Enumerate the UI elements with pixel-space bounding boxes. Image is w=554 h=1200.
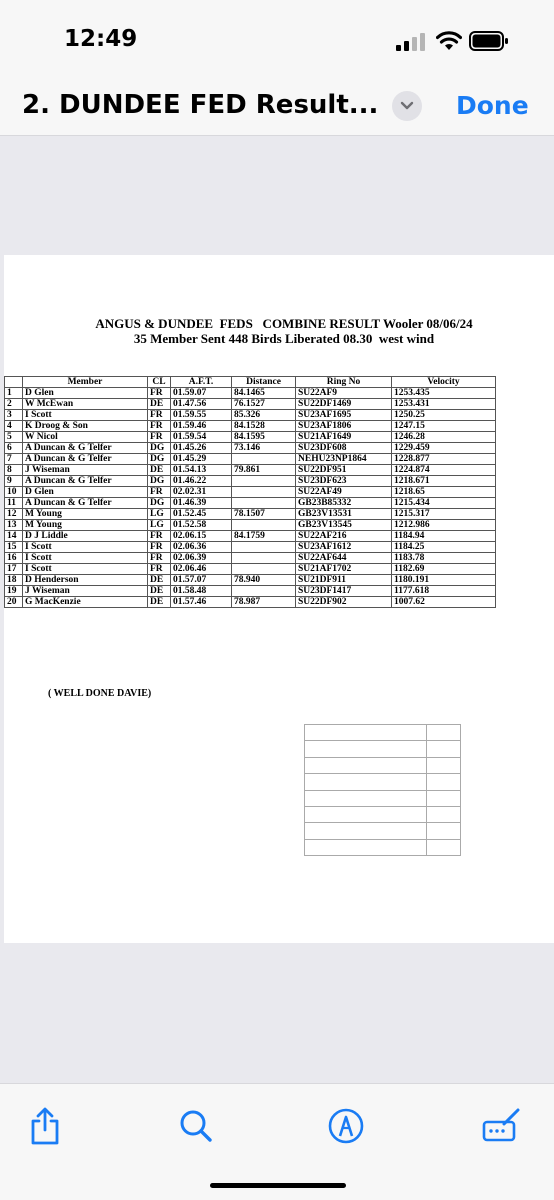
cell-member: M Young [23, 520, 148, 531]
cell-distance: 78.940 [232, 575, 296, 586]
cell-member: D Henderson [23, 575, 148, 586]
cell-cl: FR [148, 421, 171, 432]
cell-ring-no: SU22AF644 [296, 553, 392, 564]
cell-position: 20 [5, 597, 23, 608]
cell-cl: DE [148, 586, 171, 597]
cell-aft: 01.54.13 [171, 465, 232, 476]
cell-aft: 02.02.31 [171, 487, 232, 498]
cell-cl: DE [148, 575, 171, 586]
blank-grid-cell [305, 757, 427, 773]
blank-grid-row [305, 839, 461, 855]
blank-grid-cell [305, 790, 427, 806]
cell-distance: 85.326 [232, 410, 296, 421]
table-row [5, 410, 496, 421]
cell-velocity: 1228.877 [392, 454, 496, 465]
cell-aft: 01.59.54 [171, 432, 232, 443]
results-table [4, 376, 496, 608]
cell-member: D Glen [23, 388, 148, 399]
table-row [5, 498, 496, 509]
blank-grid-cell [305, 839, 427, 855]
results-body [5, 388, 496, 608]
table-row [5, 586, 496, 597]
navigation-bar [0, 80, 554, 136]
cell-aft: 01.57.07 [171, 575, 232, 586]
cell-member: A Duncan & G Telfer [23, 454, 148, 465]
table-row [5, 509, 496, 520]
table-row [5, 476, 496, 487]
cell-member: I Scott [23, 410, 148, 421]
cell-velocity: 1212.986 [392, 520, 496, 531]
cell-distance [232, 498, 296, 509]
cell-ring-no: GB23B85332 [296, 498, 392, 509]
cell-ring-no: SU23DF623 [296, 476, 392, 487]
cell-velocity: 1224.874 [392, 465, 496, 476]
cell-velocity: 1229.459 [392, 443, 496, 454]
header-distance: Distance [232, 377, 296, 388]
cell-velocity: 1007.62 [392, 597, 496, 608]
header-position [5, 377, 23, 388]
cell-velocity: 1215.434 [392, 498, 496, 509]
cell-cl: FR [148, 432, 171, 443]
cell-ring-no: SU23DF1417 [296, 586, 392, 597]
cell-member: A Duncan & G Telfer [23, 498, 148, 509]
cell-cl: LG [148, 520, 171, 531]
cell-position: 9 [5, 476, 23, 487]
table-row [5, 421, 496, 432]
cell-position: 4 [5, 421, 23, 432]
header-velocity: Velocity [392, 377, 496, 388]
cell-distance: 84.1465 [232, 388, 296, 399]
cell-member: W Nicol [23, 432, 148, 443]
blank-grid-cell [427, 806, 461, 822]
blank-grid-row [305, 774, 461, 790]
cell-velocity: 1247.15 [392, 421, 496, 432]
table-row [5, 520, 496, 531]
cell-velocity: 1180.191 [392, 575, 496, 586]
result-title: ANGUS & DUNDEE FEDS COMBINE RESULT Wooler 08/06/24 [95, 316, 473, 331]
cell-member: I Scott [23, 564, 148, 575]
cell-aft: 01.59.07 [171, 388, 232, 399]
cell-distance: 84.1759 [232, 531, 296, 542]
wifi-icon [436, 30, 462, 52]
cell-distance [232, 564, 296, 575]
cell-aft: 01.47.56 [171, 399, 232, 410]
table-row [5, 575, 496, 586]
cell-position: 15 [5, 542, 23, 553]
cell-distance: 79.861 [232, 465, 296, 476]
cell-aft: 02.06.46 [171, 564, 232, 575]
cell-member: K Droog & Son [23, 421, 148, 432]
table-row [5, 597, 496, 608]
cell-ring-no: NEHU23NP1864 [296, 454, 392, 465]
cell-member: W McEwan [23, 399, 148, 410]
cell-velocity: 1184.94 [392, 531, 496, 542]
cell-aft: 01.45.26 [171, 443, 232, 454]
document-viewer[interactable] [0, 137, 554, 1083]
markup-icon[interactable] [326, 1106, 366, 1146]
cell-aft: 02.06.15 [171, 531, 232, 542]
table-row [5, 454, 496, 465]
cell-position: 2 [5, 399, 23, 410]
cell-aft: 01.59.46 [171, 421, 232, 432]
cell-ring-no: SU21AF1702 [296, 564, 392, 575]
cell-position: 6 [5, 443, 23, 454]
cell-velocity: 1253.431 [392, 399, 496, 410]
cell-member: D J Liddle [23, 531, 148, 542]
cell-velocity: 1183.78 [392, 553, 496, 564]
cell-distance: 76.1527 [232, 399, 296, 410]
cell-aft: 01.58.48 [171, 586, 232, 597]
search-icon[interactable] [176, 1106, 216, 1146]
cell-velocity: 1218.65 [392, 487, 496, 498]
table-row [5, 531, 496, 542]
cell-cl: FR [148, 542, 171, 553]
blank-grid-cell [305, 725, 427, 741]
cell-ring-no: GB23V13545 [296, 520, 392, 531]
header-cl: CL [148, 377, 171, 388]
cell-ring-no: SU21AF1649 [296, 432, 392, 443]
document-page [4, 255, 554, 943]
blank-grid-cell [427, 741, 461, 757]
blank-grid-cell [427, 790, 461, 806]
cell-distance [232, 454, 296, 465]
cell-position: 13 [5, 520, 23, 531]
cell-ring-no: SU22DF902 [296, 597, 392, 608]
table-row [5, 564, 496, 575]
blank-grid-cell [305, 806, 427, 822]
title-menu-button[interactable] [392, 91, 422, 121]
cell-position: 12 [5, 509, 23, 520]
table-row [5, 388, 496, 399]
cell-cl: DE [148, 597, 171, 608]
done-button[interactable]: Done [456, 91, 529, 120]
blank-grid-row [305, 790, 461, 806]
cell-cl: LG [148, 509, 171, 520]
cell-member: M Young [23, 509, 148, 520]
cell-distance: 84.1528 [232, 421, 296, 432]
cell-distance: 84.1595 [232, 432, 296, 443]
cell-distance: 78.1507 [232, 509, 296, 520]
table-row [5, 553, 496, 564]
blank-grid-cell [427, 823, 461, 839]
cell-velocity: 1250.25 [392, 410, 496, 421]
cell-aft: 01.46.39 [171, 498, 232, 509]
cell-cl: FR [148, 388, 171, 399]
cell-ring-no: SU23AF1695 [296, 410, 392, 421]
cell-ring-no: SU22DF951 [296, 465, 392, 476]
cell-aft: 01.59.55 [171, 410, 232, 421]
blank-grid-row [305, 806, 461, 822]
cell-position: 16 [5, 553, 23, 564]
cell-ring-no: SU23AF1806 [296, 421, 392, 432]
cell-aft: 01.57.46 [171, 597, 232, 608]
table-row [5, 399, 496, 410]
chevron-down-icon [400, 101, 414, 111]
result-subtitle: 35 Member Sent 448 Birds Liberated 08.30 west wind [133, 331, 435, 346]
cell-distance [232, 520, 296, 531]
cell-position: 7 [5, 454, 23, 465]
cell-position: 14 [5, 531, 23, 542]
table-header-row [5, 377, 496, 388]
cell-aft: 01.46.22 [171, 476, 232, 487]
cell-aft: 02.06.39 [171, 553, 232, 564]
table-row [5, 432, 496, 443]
blank-grid-cell [427, 774, 461, 790]
cell-aft: 01.45.29 [171, 454, 232, 465]
cell-member: A Duncan & G Telfer [23, 476, 148, 487]
battery-icon [469, 30, 509, 52]
cell-cl: DG [148, 476, 171, 487]
cell-velocity: 1246.28 [392, 432, 496, 443]
note-text: ( WELL DONE DAVIE) [48, 688, 152, 699]
cellular-signal-icon [396, 33, 430, 51]
edit-icon[interactable] [482, 1106, 522, 1146]
cell-position: 10 [5, 487, 23, 498]
cell-cl: FR [148, 553, 171, 564]
header-member: Member [23, 377, 148, 388]
cell-position: 11 [5, 498, 23, 509]
cell-position: 5 [5, 432, 23, 443]
blank-grid-cell [427, 725, 461, 741]
cell-member: G MacKenzie [23, 597, 148, 608]
cell-distance [232, 553, 296, 564]
cell-member: J Wiseman [23, 465, 148, 476]
table-row [5, 465, 496, 476]
cell-cl: DE [148, 399, 171, 410]
cell-member: J Wiseman [23, 586, 148, 597]
cell-distance [232, 487, 296, 498]
cell-distance [232, 586, 296, 597]
cell-velocity: 1182.69 [392, 564, 496, 575]
table-row [5, 542, 496, 553]
cell-distance: 78.987 [232, 597, 296, 608]
cell-ring-no: SU21DF911 [296, 575, 392, 586]
cell-position: 1 [5, 388, 23, 399]
blank-grid-row [305, 741, 461, 757]
cell-cl: FR [148, 564, 171, 575]
share-icon[interactable] [25, 1106, 65, 1146]
blank-grid-cell [427, 757, 461, 773]
status-bar [0, 0, 554, 80]
cell-cl: FR [148, 531, 171, 542]
table-row [5, 443, 496, 454]
cell-aft: 01.52.58 [171, 520, 232, 531]
blank-grid-row [305, 757, 461, 773]
cell-velocity: 1218.671 [392, 476, 496, 487]
cell-cl: FR [148, 410, 171, 421]
header-ring-no: Ring No [296, 377, 392, 388]
blank-grid-cell [305, 823, 427, 839]
cell-cl: DG [148, 498, 171, 509]
cell-distance [232, 476, 296, 487]
table-row [5, 487, 496, 498]
cell-velocity: 1253.435 [392, 388, 496, 399]
cell-member: D Glen [23, 487, 148, 498]
cell-ring-no: SU23DF608 [296, 443, 392, 454]
cell-cl: FR [148, 487, 171, 498]
header-aft: A.F.T. [171, 377, 232, 388]
cell-velocity: 1215.317 [392, 509, 496, 520]
cell-ring-no: SU22DF1469 [296, 399, 392, 410]
cell-ring-no: GB23V13531 [296, 509, 392, 520]
cell-distance [232, 542, 296, 553]
cell-velocity: 1184.25 [392, 542, 496, 553]
document-title: 2. DUNDEE FED Result... [22, 90, 379, 120]
status-time: 12:49 [64, 26, 138, 52]
blank-grid-cell [305, 774, 427, 790]
cell-cl: DE [148, 465, 171, 476]
cell-aft: 01.52.45 [171, 509, 232, 520]
home-indicator [210, 1183, 346, 1188]
blank-grid-row [305, 725, 461, 741]
cell-aft: 02.06.36 [171, 542, 232, 553]
cell-ring-no: SU22AF49 [296, 487, 392, 498]
cell-ring-no: SU22AF216 [296, 531, 392, 542]
cell-velocity: 1177.618 [392, 586, 496, 597]
cell-cl: DG [148, 443, 171, 454]
cell-position: 8 [5, 465, 23, 476]
cell-position: 19 [5, 586, 23, 597]
blank-grid-cell [427, 839, 461, 855]
cell-position: 3 [5, 410, 23, 421]
cell-position: 17 [5, 564, 23, 575]
cell-distance: 73.146 [232, 443, 296, 454]
cell-member: I Scott [23, 553, 148, 564]
blank-grid-row [305, 823, 461, 839]
cell-member: I Scott [23, 542, 148, 553]
cell-position: 18 [5, 575, 23, 586]
blank-grid-cell [305, 741, 427, 757]
cell-ring-no: SU22AF9 [296, 388, 392, 399]
cell-ring-no: SU23AF1612 [296, 542, 392, 553]
cell-member: A Duncan & G Telfer [23, 443, 148, 454]
blank-grid-table [304, 724, 461, 856]
cell-cl: DG [148, 454, 171, 465]
